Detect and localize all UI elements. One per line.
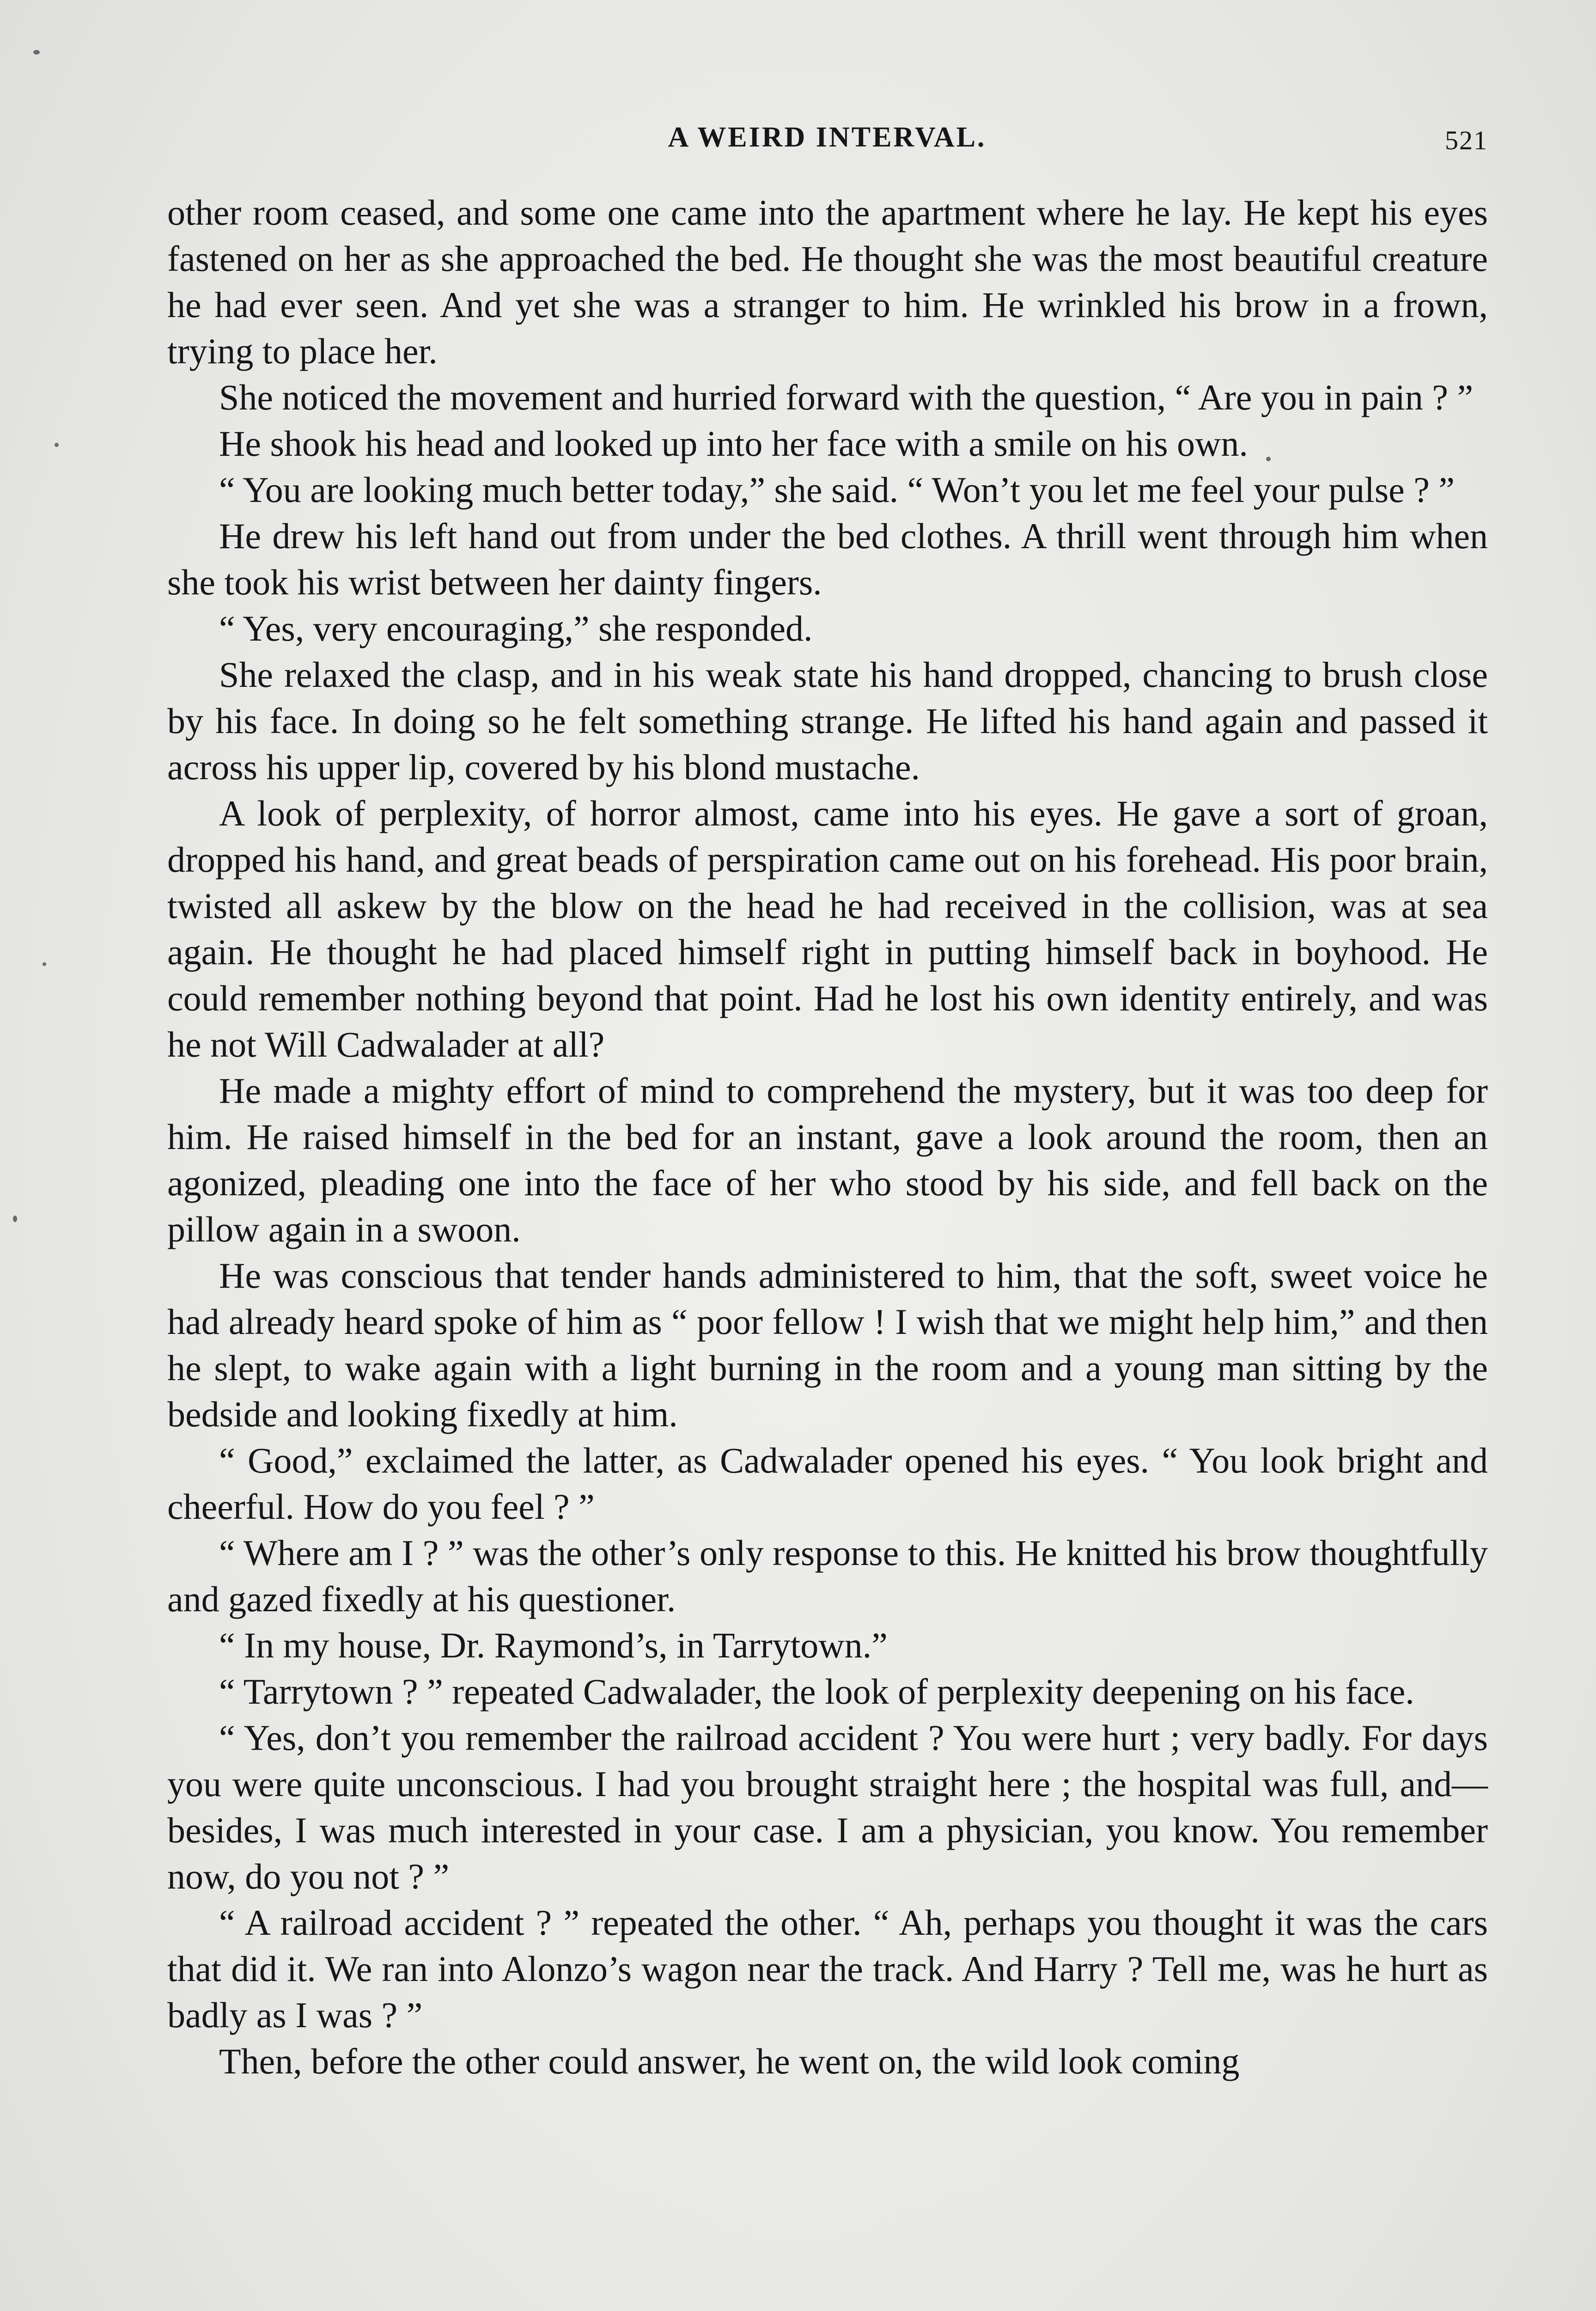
print-speck	[55, 443, 59, 447]
paragraph: “ Where am I ? ” was the other’s only response to this. He knitted his brow thoughtfully and gazed fixedly at his questioner.	[167, 1533, 1488, 1619]
paragraph: She noticed the movement and hurried forward with the question, “ Are you in pain ? ”	[219, 377, 1474, 417]
paragraph: “ Good,” exclaimed the latter, as Cadwalader opened his eyes. “ You look bright and cheerful. How do you feel ? ”	[167, 1440, 1488, 1527]
running-title: A WEIRD INTERVAL.	[668, 122, 987, 153]
paragraph: He was conscious that tender hands administered to him, that the soft, sweet voice he had already heard spoke of him as “ poor fellow ! I wish that we might help him,” and then he slept, to wake again with a light burning in the room and a young man sitting by the bedside and looking fixedly at him.	[167, 1255, 1488, 1434]
print-speck	[13, 1216, 17, 1222]
paragraph: She relaxed the clasp, and in his weak state his hand dropped, chancing to brush close by his face. In doing so he felt something strange. He lifted his hand again and passed it across his upper lip, covered by his blond mustache.	[167, 654, 1488, 787]
paragraph: “ A railroad accident ? ” repeated the other. “ Ah, perhaps you thought it was the cars that did it. We ran into Alonzo’s wagon near the track. And Harry ? Tell me, was he hurt as badly as I was ? ”	[167, 1902, 1488, 2035]
paragraph: “ Yes, very encouraging,” she responded.	[219, 608, 813, 648]
paragraph: A look of perplexity, of horror almost, came into his eyes. He gave a sort of groan, dropped his hand, and great beads of perspiration came out on his forehead. His poor brain, twisted all askew by the blow on the head he had received in the collision, was at sea again. He thought he had placed himself right in putting himself back in boyhood. He could remember nothing beyond that point. Had he lost his own identity entirely, and was he not Will Cadwalader at all?	[167, 793, 1488, 1064]
paragraph: He drew his left hand out from under the bed clothes. A thrill went through him when she took his wrist between her dainty fingers.	[167, 516, 1488, 602]
paragraph: other room ceased, and some one came into the apartment where he lay. He kept his eyes fastened on her as she approached the bed. He thought she was the most beautiful creature he had ever seen. And yet she was a stranger to him. He wrinkled his brow in a frown, trying to place her.	[167, 192, 1488, 371]
page-number: 521	[1445, 125, 1488, 155]
body-text	[167, 190, 1488, 2085]
paragraph: He made a mighty effort of mind to comprehend the mystery, but it was too deep for him. He raised himself in the bed for an instant, gave a look around the room, then an agonized, pleading one into the face of her who stood by his side, and fell back on the pillow again in a swoon.	[167, 1070, 1488, 1249]
running-header	[166, 121, 1488, 163]
paragraph: “ Tarrytown ? ” repeated Cadwalader, the look of perplexity deepening on his face.	[219, 1671, 1414, 1712]
paragraph: He shook his head and looked up into her face with a smile on his own.	[219, 423, 1248, 464]
paragraph: “ Yes, don’t you remember the railroad accident ? You were hurt ; very badly. For days you were quite unconscious. I had you brought straight here ; the hospital was full, and—besides, I was much interested in your case. I am a physician, you know. You remember now, do you not ? ”	[167, 1718, 1488, 1896]
paragraph: “ You are looking much better today,” she said. “ Won’t you let me feel your pulse ? ”	[219, 470, 1455, 510]
paragraph: Then, before the other could answer, he went on, the wild look coming	[219, 2041, 1240, 2081]
paragraph: “ In my house, Dr. Raymond’s, in Tarrytown.”	[219, 1625, 888, 1665]
print-speck	[1266, 457, 1271, 461]
print-speck	[33, 50, 40, 55]
print-speck	[43, 962, 46, 966]
